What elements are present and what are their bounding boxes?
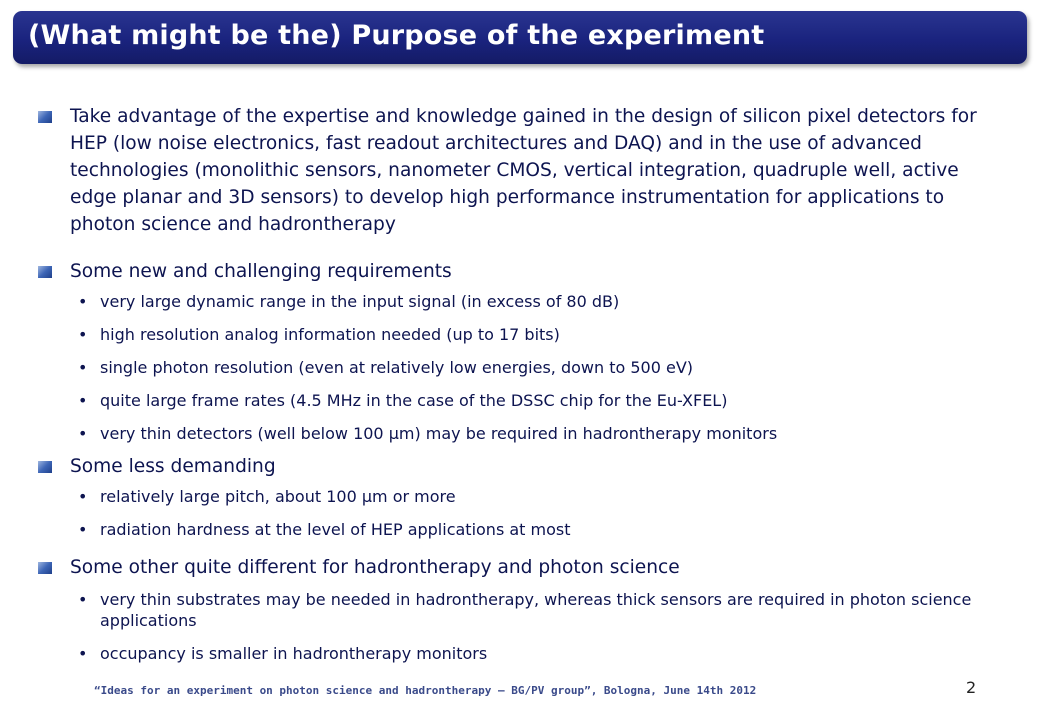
- bullet-text: Some new and challenging requirements: [70, 261, 452, 282]
- square-bullet-icon: [38, 461, 52, 473]
- sub-bullet-text: quite large frame rates (4.5 MHz in the case of the DSSC chip for the Eu-XFEL): [100, 391, 728, 410]
- footer-citation: “Ideas for an experiment on photon science and hadrontherapy – BG/PV group”, Bologna, June 14th 2012: [94, 684, 757, 697]
- bullet-block-4: [0, 554, 1040, 664]
- title-bar: [13, 11, 1027, 64]
- bullet-item: [0, 258, 1040, 285]
- dot-bullet-icon: •: [78, 520, 88, 539]
- dot-bullet-icon: •: [78, 644, 88, 663]
- dot-bullet-icon: •: [78, 391, 88, 410]
- slide-title: (What might be the) Purpose of the experiment: [28, 20, 765, 51]
- bullet-block-2: [0, 258, 1040, 444]
- dot-bullet-icon: •: [78, 325, 88, 344]
- bullet-block-3: [0, 453, 1040, 540]
- sub-bullet-text: very thin substrates may be needed in hadrontherapy, whereas thick sensors are required in photon science applications: [100, 590, 972, 630]
- page-number: 2: [966, 678, 977, 697]
- square-bullet-icon: [38, 111, 52, 123]
- sub-bullet-text: very thin detectors (well below 100 µm) may be required in hadrontherapy monitors: [100, 424, 778, 443]
- bullet-text: Some other quite different for hadrontherapy and photon science: [70, 557, 680, 578]
- bullet-text: Take advantage of the expertise and knowledge gained in the design of silicon pixel detectors for HEP (low noise electronics, fast readout architectures and DAQ) and in the use of advanced technologies (monolithic sensors, nanometer CMOS, vertical integration, quadruple well, active edge planar and 3D sensors) to develop high performance instrumentation for applications to photon science and hadrontherapy: [70, 106, 977, 235]
- sub-bullet-text: relatively large pitch, about 100 µm or more: [100, 487, 456, 506]
- dot-bullet-icon: •: [78, 424, 88, 443]
- sub-bullet-item: [0, 643, 1040, 664]
- sub-bullet-item: [0, 423, 1040, 444]
- sub-bullet-text: high resolution analog information needed (up to 17 bits): [100, 325, 560, 344]
- bullet-item: [0, 453, 1040, 480]
- sub-bullet-item: [0, 589, 1040, 631]
- sub-bullet-item: [0, 390, 1040, 411]
- square-bullet-icon: [38, 266, 52, 278]
- sub-bullet-item: [0, 486, 1040, 507]
- sub-bullet-text: single photon resolution (even at relatively low energies, down to 500 eV): [100, 358, 694, 377]
- sub-bullet-text: radiation hardness at the level of HEP applications at most: [100, 520, 571, 539]
- sub-bullet-text: very large dynamic range in the input signal (in excess of 80 dB): [100, 292, 620, 311]
- dot-bullet-icon: •: [78, 590, 88, 609]
- sub-bullet-item: [0, 357, 1040, 378]
- square-bullet-icon: [38, 562, 52, 574]
- bullet-item: [0, 554, 1040, 581]
- sub-bullet-item: [0, 519, 1040, 540]
- bullet-text: Some less demanding: [70, 456, 276, 477]
- dot-bullet-icon: •: [78, 358, 88, 377]
- sub-bullet-text: occupancy is smaller in hadrontherapy monitors: [100, 644, 488, 663]
- bullet-block-1: [0, 103, 1040, 238]
- dot-bullet-icon: •: [78, 292, 88, 311]
- dot-bullet-icon: •: [78, 487, 88, 506]
- sub-bullet-item: [0, 291, 1040, 312]
- sub-bullet-item: [0, 324, 1040, 345]
- bullet-item: [0, 103, 1040, 238]
